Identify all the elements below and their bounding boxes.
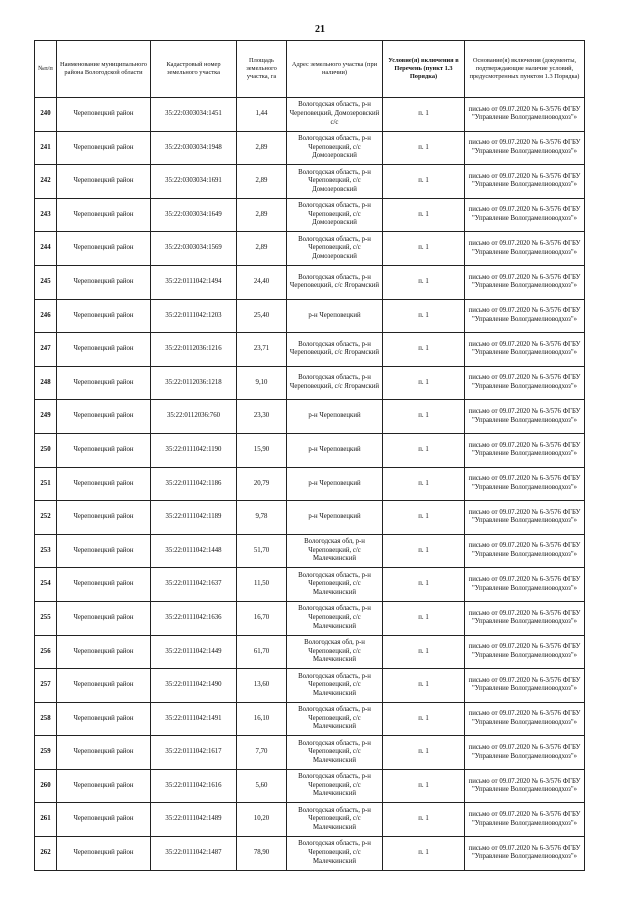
cell-condition: п. 1 bbox=[383, 467, 465, 501]
cell-basis: письмо от 09.07.2020 № 6-3/576 ФГБУ "Управление Вологдамелиоводхоз"» bbox=[465, 568, 585, 602]
cell-address: Вологодская область, р-н Череповецкий, с/с Малечкинский bbox=[287, 669, 383, 703]
cell-cadastral: 35:22:0111042:1490 bbox=[151, 669, 237, 703]
cell-address: Вологодская область, р-н Череповецкий, с/с Домозеровский bbox=[287, 131, 383, 165]
cell-district: Череповецкий район bbox=[57, 265, 151, 299]
cell-num: 240 bbox=[35, 98, 57, 132]
cell-num: 262 bbox=[35, 837, 57, 871]
header-basis: Основание(я) включения (документы, подтверждающие наличие условий, предусмотренных пунктом 1.3 Порядка) bbox=[465, 41, 585, 98]
cell-basis: письмо от 09.07.2020 № 6-3/576 ФГБУ "Управление Вологдамелиоводхоз"» bbox=[465, 702, 585, 736]
cell-condition: п. 1 bbox=[383, 198, 465, 232]
table-row bbox=[35, 803, 585, 837]
cell-cadastral: 35:22:0303034:1569 bbox=[151, 232, 237, 266]
table-row bbox=[35, 501, 585, 535]
table-row bbox=[35, 736, 585, 770]
cell-address: Вологодская область, р-н Череповецкий, с/с Домозеровский bbox=[287, 232, 383, 266]
cell-area: 9,10 bbox=[237, 366, 287, 400]
cell-basis: письмо от 09.07.2020 № 6-3/576 ФГБУ "Управление Вологдамелиоводхоз"» bbox=[465, 265, 585, 299]
cell-cadastral: 35:22:0111042:1186 bbox=[151, 467, 237, 501]
cell-area: 5,60 bbox=[237, 769, 287, 803]
cell-area: 11,50 bbox=[237, 568, 287, 602]
cell-num: 250 bbox=[35, 433, 57, 467]
land-plot-registry-table bbox=[34, 40, 585, 871]
cell-district: Череповецкий район bbox=[57, 366, 151, 400]
cell-basis: письмо от 09.07.2020 № 6-3/576 ФГБУ "Управление Вологдамелиоводхоз"» bbox=[465, 669, 585, 703]
cell-basis: письмо от 09.07.2020 № 6-3/576 ФГБУ "Управление Вологдамелиоводхоз"» bbox=[465, 803, 585, 837]
cell-area: 10,20 bbox=[237, 803, 287, 837]
cell-basis: письмо от 09.07.2020 № 6-3/576 ФГБУ "Управление Вологдамелиоводхоз"» bbox=[465, 198, 585, 232]
cell-district: Череповецкий район bbox=[57, 736, 151, 770]
cell-num: 244 bbox=[35, 232, 57, 266]
cell-address: Вологодская обл, р-н Череповецкий, с/с Малечкинский bbox=[287, 534, 383, 568]
cell-address: Вологодская область, р-н Череповецкий, с/с Ягорамский bbox=[287, 366, 383, 400]
table-row bbox=[35, 400, 585, 434]
table-row bbox=[35, 669, 585, 703]
table-row bbox=[35, 265, 585, 299]
cell-cadastral: 35:22:0111042:1636 bbox=[151, 601, 237, 635]
cell-condition: п. 1 bbox=[383, 669, 465, 703]
cell-num: 242 bbox=[35, 165, 57, 199]
cell-basis: письмо от 09.07.2020 № 6-3/576 ФГБУ "Управление Вологдамелиоводхоз"» bbox=[465, 769, 585, 803]
cell-basis: письмо от 09.07.2020 № 6-3/576 ФГБУ "Управление Вологдамелиоводхоз"» bbox=[465, 501, 585, 535]
cell-num: 254 bbox=[35, 568, 57, 602]
cell-area: 16,70 bbox=[237, 601, 287, 635]
cell-cadastral: 35:22:0112036:1218 bbox=[151, 366, 237, 400]
cell-area: 2,89 bbox=[237, 165, 287, 199]
cell-area: 15,90 bbox=[237, 433, 287, 467]
cell-address: Вологодская область, р-н Череповецкий, с/с Малечкинский bbox=[287, 803, 383, 837]
cell-condition: п. 1 bbox=[383, 837, 465, 871]
cell-area: 16,10 bbox=[237, 702, 287, 736]
cell-condition: п. 1 bbox=[383, 501, 465, 535]
cell-district: Череповецкий район bbox=[57, 467, 151, 501]
cell-basis: письмо от 09.07.2020 № 6-3/576 ФГБУ "Управление Вологдамелиоводхоз"» bbox=[465, 232, 585, 266]
cell-cadastral: 35:22:0303034:1691 bbox=[151, 165, 237, 199]
cell-condition: п. 1 bbox=[383, 366, 465, 400]
cell-district: Череповецкий район bbox=[57, 165, 151, 199]
cell-num: 247 bbox=[35, 333, 57, 367]
cell-area: 7,70 bbox=[237, 736, 287, 770]
header-district: Наименование муниципального района Вологодской области bbox=[57, 41, 151, 98]
cell-district: Череповецкий район bbox=[57, 299, 151, 333]
cell-num: 256 bbox=[35, 635, 57, 669]
cell-num: 252 bbox=[35, 501, 57, 535]
cell-basis: письмо от 09.07.2020 № 6-3/576 ФГБУ "Управление Вологдамелиоводхоз"» bbox=[465, 467, 585, 501]
table-row bbox=[35, 467, 585, 501]
cell-address: Вологодская обл, р-н Череповецкий, с/с Малечкинский bbox=[287, 635, 383, 669]
cell-num: 261 bbox=[35, 803, 57, 837]
cell-basis: письмо от 09.07.2020 № 6-3/576 ФГБУ "Управление Вологдамелиоводхоз"» bbox=[465, 299, 585, 333]
cell-cadastral: 35:22:0111042:1448 bbox=[151, 534, 237, 568]
cell-address: Вологодская область, р-н Череповецкий, с/с Малечкинский bbox=[287, 837, 383, 871]
table-row bbox=[35, 131, 585, 165]
page-number: 21 bbox=[315, 24, 325, 35]
cell-condition: п. 1 bbox=[383, 635, 465, 669]
cell-num: 253 bbox=[35, 534, 57, 568]
table-row bbox=[35, 769, 585, 803]
cell-num: 243 bbox=[35, 198, 57, 232]
table-row bbox=[35, 232, 585, 266]
cell-condition: п. 1 bbox=[383, 333, 465, 367]
cell-address: Вологодская область, р-н Череповецкий, с/с Малечкинский bbox=[287, 702, 383, 736]
cell-district: Череповецкий район bbox=[57, 433, 151, 467]
cell-district: Череповецкий район bbox=[57, 232, 151, 266]
cell-address: р-н Череповецкий bbox=[287, 299, 383, 333]
cell-cadastral: 35:22:0111042:1449 bbox=[151, 635, 237, 669]
cell-condition: п. 1 bbox=[383, 433, 465, 467]
cell-area: 2,89 bbox=[237, 198, 287, 232]
cell-basis: письмо от 09.07.2020 № 6-3/576 ФГБУ "Управление Вологдамелиоводхоз"» bbox=[465, 165, 585, 199]
cell-num: 255 bbox=[35, 601, 57, 635]
cell-cadastral: 35:22:0303034:1451 bbox=[151, 98, 237, 132]
cell-cadastral: 35:22:0111042:1487 bbox=[151, 837, 237, 871]
cell-basis: письмо от 09.07.2020 № 6-3/576 ФГБУ "Управление Вологдамелиоводхоз"» bbox=[465, 534, 585, 568]
cell-cadastral: 35:22:0111042:1189 bbox=[151, 501, 237, 535]
cell-area: 2,89 bbox=[237, 131, 287, 165]
cell-basis: письмо от 09.07.2020 № 6-3/576 ФГБУ "Управление Вологдамелиоводхоз"» bbox=[465, 366, 585, 400]
cell-district: Череповецкий район bbox=[57, 837, 151, 871]
cell-address: Вологодская область, р-н Череповецкий, с/с Малечкинский bbox=[287, 568, 383, 602]
table-row bbox=[35, 198, 585, 232]
cell-condition: п. 1 bbox=[383, 232, 465, 266]
cell-cadastral: 35:22:0111042:1491 bbox=[151, 702, 237, 736]
cell-area: 13,60 bbox=[237, 669, 287, 703]
cell-district: Череповецкий район bbox=[57, 568, 151, 602]
table-row bbox=[35, 333, 585, 367]
cell-district: Череповецкий район bbox=[57, 534, 151, 568]
cell-basis: письмо от 09.07.2020 № 6-3/576 ФГБУ "Управление Вологдамелиоводхоз"» bbox=[465, 433, 585, 467]
table-row bbox=[35, 568, 585, 602]
cell-area: 51,70 bbox=[237, 534, 287, 568]
cell-address: Вологодская область, р-н Череповецкий, Домозеровский с/с bbox=[287, 98, 383, 132]
cell-cadastral: 35:22:0111042:1203 bbox=[151, 299, 237, 333]
header-cadastral: Кадастровый номер земельного участка bbox=[151, 41, 237, 98]
cell-basis: письмо от 09.07.2020 № 6-3/576 ФГБУ "Управление Вологдамелиоводхоз"» bbox=[465, 98, 585, 132]
table-row bbox=[35, 433, 585, 467]
cell-num: 257 bbox=[35, 669, 57, 703]
cell-condition: п. 1 bbox=[383, 299, 465, 333]
cell-cadastral: 35:22:0112036:1216 bbox=[151, 333, 237, 367]
cell-cadastral: 35:22:0303034:1649 bbox=[151, 198, 237, 232]
cell-num: 245 bbox=[35, 265, 57, 299]
table-row bbox=[35, 98, 585, 132]
cell-address: р-н Череповецкий bbox=[287, 467, 383, 501]
table-body bbox=[35, 98, 585, 871]
cell-cadastral: 35:22:0111042:1190 bbox=[151, 433, 237, 467]
cell-district: Череповецкий район bbox=[57, 131, 151, 165]
cell-district: Череповецкий район bbox=[57, 669, 151, 703]
cell-condition: п. 1 bbox=[383, 98, 465, 132]
cell-num: 260 bbox=[35, 769, 57, 803]
table-row bbox=[35, 534, 585, 568]
table-row bbox=[35, 601, 585, 635]
cell-district: Череповецкий район bbox=[57, 198, 151, 232]
cell-district: Череповецкий район bbox=[57, 635, 151, 669]
cell-basis: письмо от 09.07.2020 № 6-3/576 ФГБУ "Управление Вологдамелиоводхоз"» bbox=[465, 400, 585, 434]
cell-basis: письмо от 09.07.2020 № 6-3/576 ФГБУ "Управление Вологдамелиоводхоз"» bbox=[465, 601, 585, 635]
cell-basis: письмо от 09.07.2020 № 6-3/576 ФГБУ "Управление Вологдамелиоводхоз"» bbox=[465, 635, 585, 669]
cell-district: Череповецкий район bbox=[57, 98, 151, 132]
header-num: №п/п bbox=[35, 41, 57, 98]
cell-area: 24,40 bbox=[237, 265, 287, 299]
cell-district: Череповецкий район bbox=[57, 601, 151, 635]
cell-condition: п. 1 bbox=[383, 803, 465, 837]
cell-area: 78,90 bbox=[237, 837, 287, 871]
cell-district: Череповецкий район bbox=[57, 400, 151, 434]
header-address: Адрес земельного участка (при наличии) bbox=[287, 41, 383, 98]
cell-num: 249 bbox=[35, 400, 57, 434]
cell-condition: п. 1 bbox=[383, 165, 465, 199]
cell-area: 23,30 bbox=[237, 400, 287, 434]
cell-basis: письмо от 09.07.2020 № 6-3/576 ФГБУ "Управление Вологдамелиоводхоз"» bbox=[465, 333, 585, 367]
cell-area: 20,79 bbox=[237, 467, 287, 501]
cell-condition: п. 1 bbox=[383, 702, 465, 736]
table-row bbox=[35, 165, 585, 199]
cell-num: 258 bbox=[35, 702, 57, 736]
cell-basis: письмо от 09.07.2020 № 6-3/576 ФГБУ "Управление Вологдамелиоводхоз"» bbox=[465, 837, 585, 871]
cell-condition: п. 1 bbox=[383, 769, 465, 803]
cell-condition: п. 1 bbox=[383, 534, 465, 568]
cell-address: Вологодская область, р-н Череповецкий, с/с Малечкинский bbox=[287, 736, 383, 770]
table-row bbox=[35, 635, 585, 669]
table-row bbox=[35, 366, 585, 400]
cell-address: Вологодская область, р-н Череповецкий, с/с Ягорамский bbox=[287, 265, 383, 299]
cell-district: Череповецкий район bbox=[57, 333, 151, 367]
cell-area: 1,44 bbox=[237, 98, 287, 132]
cell-num: 248 bbox=[35, 366, 57, 400]
cell-condition: п. 1 bbox=[383, 568, 465, 602]
cell-cadastral: 35:22:0111042:1489 bbox=[151, 803, 237, 837]
cell-district: Череповецкий район bbox=[57, 702, 151, 736]
table-row bbox=[35, 837, 585, 871]
cell-address: Вологодская область, р-н Череповецкий, с/с Малечкинский bbox=[287, 769, 383, 803]
cell-district: Череповецкий район bbox=[57, 803, 151, 837]
cell-cadastral: 35:22:0111042:1637 bbox=[151, 568, 237, 602]
cell-area: 2,89 bbox=[237, 232, 287, 266]
header-area: Площадь земельного участка, га bbox=[237, 41, 287, 98]
cell-cadastral: 35:22:0303034:1948 bbox=[151, 131, 237, 165]
cell-address: р-н Череповецкий bbox=[287, 433, 383, 467]
cell-cadastral: 35:22:0111042:1494 bbox=[151, 265, 237, 299]
cell-condition: п. 1 bbox=[383, 265, 465, 299]
cell-num: 259 bbox=[35, 736, 57, 770]
cell-cadastral: 35:22:0111042:1617 bbox=[151, 736, 237, 770]
table-row bbox=[35, 299, 585, 333]
cell-district: Череповецкий район bbox=[57, 769, 151, 803]
header-condition: Условие(я) включения в Перечень (пункт 1.3 Порядка) bbox=[383, 41, 465, 98]
table-row bbox=[35, 702, 585, 736]
cell-address: Вологодская область, р-н Череповецкий, с/с Домозеровский bbox=[287, 198, 383, 232]
table-header-row bbox=[35, 41, 585, 98]
cell-address: Вологодская область, р-н Череповецкий, с/с Малечкинский bbox=[287, 601, 383, 635]
cell-basis: письмо от 09.07.2020 № 6-3/576 ФГБУ "Управление Вологдамелиоводхоз"» bbox=[465, 736, 585, 770]
cell-area: 25,40 bbox=[237, 299, 287, 333]
cell-cadastral: 35:22:0112036:760 bbox=[151, 400, 237, 434]
cell-num: 241 bbox=[35, 131, 57, 165]
cell-area: 61,70 bbox=[237, 635, 287, 669]
cell-area: 9,78 bbox=[237, 501, 287, 535]
cell-address: р-н Череповецкий bbox=[287, 400, 383, 434]
cell-cadastral: 35:22:0111042:1616 bbox=[151, 769, 237, 803]
cell-area: 23,71 bbox=[237, 333, 287, 367]
cell-condition: п. 1 bbox=[383, 131, 465, 165]
cell-num: 251 bbox=[35, 467, 57, 501]
cell-condition: п. 1 bbox=[383, 400, 465, 434]
cell-address: Вологодская область, р-н Череповецкий, с/с Домозеровский bbox=[287, 165, 383, 199]
cell-basis: письмо от 09.07.2020 № 6-3/576 ФГБУ "Управление Вологдамелиоводхоз"» bbox=[465, 131, 585, 165]
cell-address: Вологодская область, р-н Череповецкий, с/с Ягорамский bbox=[287, 333, 383, 367]
cell-condition: п. 1 bbox=[383, 736, 465, 770]
cell-district: Череповецкий район bbox=[57, 501, 151, 535]
cell-num: 246 bbox=[35, 299, 57, 333]
cell-condition: п. 1 bbox=[383, 601, 465, 635]
cell-address: р-н Череповецкий bbox=[287, 501, 383, 535]
